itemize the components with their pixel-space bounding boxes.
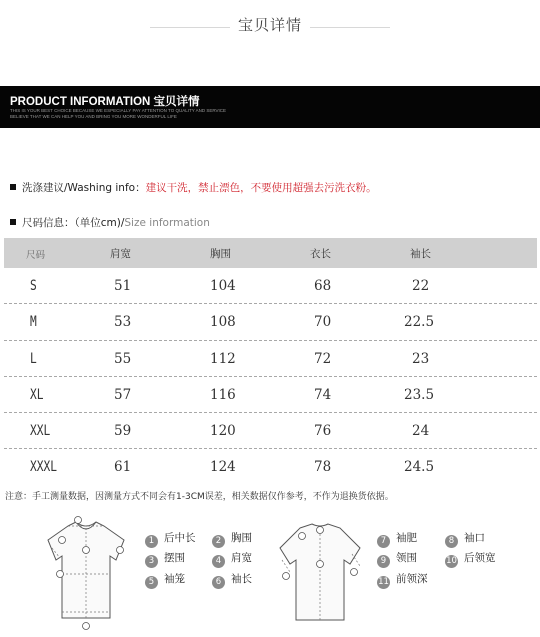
size-info-label: 尺码信息：（单位cm)/ — [22, 217, 125, 229]
banner-title: PRODUCT INFORMATION 宝贝详情 — [10, 96, 200, 108]
cell-sleeve: 23 — [412, 350, 430, 367]
legend-item: 4 肩宽 — [212, 550, 252, 568]
washing-value: 建议干洗，禁止漂色，不要使用超强去污洗衣粉。 — [145, 182, 377, 194]
cell-chest: 120 — [210, 423, 236, 440]
legend-item: 3 摆围 — [145, 550, 185, 568]
header-chest: 胸围 — [210, 248, 231, 260]
cell-shoulder: 51 — [114, 278, 132, 294]
legend-item: 8 袖口 — [445, 530, 485, 548]
header-size: 尺码 — [26, 250, 46, 261]
cell-sleeve: 24.5 — [404, 459, 435, 476]
cell-sleeve: 23.5 — [404, 386, 435, 403]
legend-item: 5 袖笼 — [145, 571, 185, 589]
table-row — [4, 268, 537, 304]
legend-item: 9 领围 — [377, 550, 417, 568]
cell-length: 68 — [314, 278, 332, 294]
cell-sleeve: 22 — [412, 278, 430, 294]
cell-chest: 108 — [210, 314, 236, 331]
header-sleeve: 袖长 — [410, 248, 431, 260]
header-length: 衣长 — [310, 248, 331, 260]
cell-chest: 104 — [210, 278, 236, 294]
cell-size: S — [30, 278, 37, 294]
cell-sleeve: 24 — [412, 423, 430, 440]
cell-shoulder: 55 — [114, 350, 132, 367]
cell-shoulder: 59 — [114, 423, 132, 440]
cell-length: 74 — [314, 386, 332, 403]
cell-length: 70 — [314, 314, 332, 331]
size-table — [4, 238, 537, 485]
size-info-row — [10, 215, 210, 230]
legend-item: 11 前领深 — [378, 573, 428, 587]
table-row — [4, 449, 537, 484]
legend-item: 10 后领宽 — [446, 552, 496, 566]
cell-shoulder: 53 — [114, 314, 132, 331]
cell-size: XL — [30, 386, 44, 403]
banner-subtitle-2: BELIEVE THAT WE CAN HELP YOU AND BRING YOU MORE WONDERFUL LIFE — [10, 114, 177, 119]
legend-item: 7 袖肥 — [377, 530, 417, 548]
cell-shoulder: 61 — [114, 459, 132, 476]
cell-length: 76 — [314, 423, 332, 440]
cell-size: XXXL — [30, 459, 57, 476]
cell-size: M — [30, 314, 37, 331]
cell-shoulder: 57 — [114, 386, 132, 403]
bullet-square-icon — [10, 184, 16, 190]
legend-item: 1 后中长 — [145, 530, 196, 548]
cell-chest: 116 — [210, 386, 236, 403]
table-row — [4, 413, 537, 449]
table-row — [4, 304, 537, 340]
table-header-row — [4, 238, 537, 268]
legend-item: 6 袖长 — [212, 571, 252, 589]
bullet-square-icon — [10, 219, 16, 225]
measurement-note: 注意：手工测量数据，因测量方式不同会有1-3CM误差，相关数据仅作参考，不作为退换货依据。 — [5, 492, 394, 502]
header-shoulder: 肩宽 — [110, 248, 131, 260]
cell-length: 72 — [314, 350, 332, 367]
banner-subtitle-1: THIS IS YOUR BEST CHOICE BECAUSE WE ESPECIALLY PAY ATTENTION TO QUALITY AND SERVICE — [10, 108, 227, 113]
product-info-banner — [0, 86, 540, 128]
front-shirt-diagram-icon — [38, 514, 134, 632]
cell-size: L — [30, 350, 37, 367]
cell-chest: 112 — [210, 350, 236, 367]
washing-info-row — [10, 180, 377, 195]
cell-length: 78 — [314, 459, 332, 476]
cell-size: XXL — [30, 423, 51, 440]
back-shirt-diagram-icon — [272, 520, 368, 632]
page-title: 宝贝详情 — [237, 16, 302, 34]
size-info-label-en: Size information — [124, 217, 210, 229]
legend-item: 2 胸围 — [212, 530, 252, 548]
cell-chest: 124 — [210, 459, 236, 476]
table-row — [4, 377, 537, 413]
table-row — [4, 341, 537, 377]
title-line-right — [310, 27, 390, 28]
washing-label: 洗涤建议/Washing info： — [22, 182, 146, 194]
cell-sleeve: 22.5 — [404, 314, 435, 331]
